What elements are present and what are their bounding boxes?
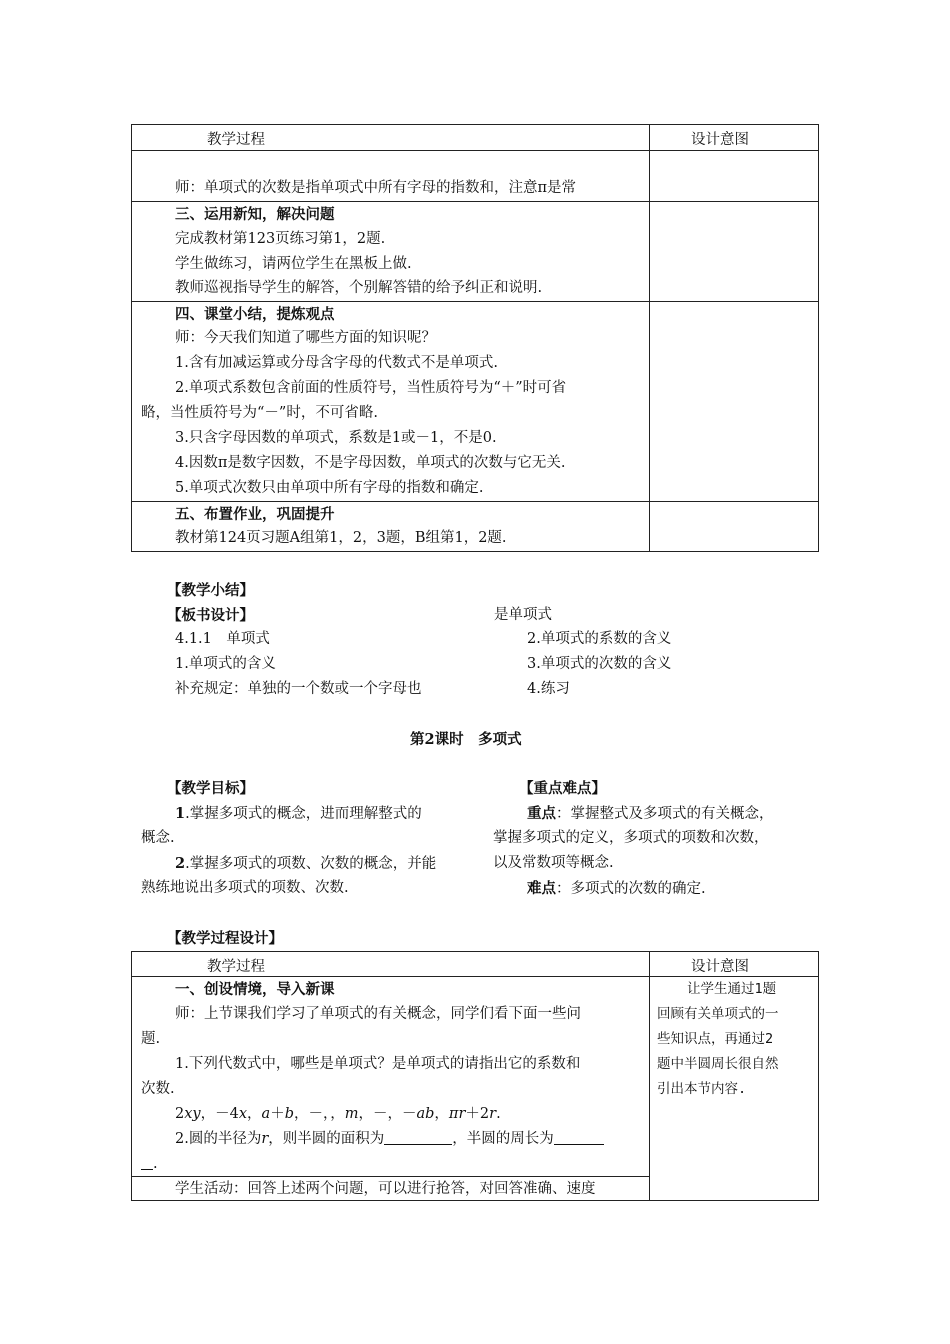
table2-line: 1.下列代数式中，哪些是单项式？是单项式的请指出它的系数和 <box>175 1056 581 1072</box>
table1-row4-title: 五、布置作业，巩固提升 <box>175 506 335 523</box>
objective-1-text: .掌握多项式的概念，进而理解整式的 <box>185 806 422 822</box>
objective-1-line-b: 概念. <box>141 830 175 846</box>
circle-question: 2.圆的半径为r，则半圆的面积为 ，半圆的周长为 <box>175 1127 604 1152</box>
lesson2-title: 第2课时 多项式 <box>410 731 522 748</box>
board-design-heading: 【板书设计】 <box>167 607 254 624</box>
difficulty-label: 难点 <box>527 880 556 897</box>
table2-line: 题. <box>141 1031 161 1047</box>
objective-1-line-a <box>175 801 422 827</box>
board-left-line: 4.1.1 单项式 <box>175 631 270 647</box>
perimeter-blank-part1[interactable] <box>554 1130 604 1145</box>
board-left-line: 1.单项式的含义 <box>175 656 276 672</box>
key-point-label: 重点 <box>527 805 556 822</box>
table1-column-divider <box>649 124 650 552</box>
intent-line: 些知识点，再通过2 <box>657 1031 774 1047</box>
key-point-line-b: 掌握多项式的定义，多项式的项数和次数， <box>493 830 769 846</box>
table1-row2-title: 三、运用新知，解决问题 <box>175 206 335 223</box>
key-point-text: ：掌握整式及多项式的有关概念， <box>556 806 774 822</box>
table2-line: 次数. <box>141 1081 175 1097</box>
table1-row1-text: 师：单项式的次数是指单项式中所有字母的指数和，注意π是常 <box>175 180 577 196</box>
table1-row3-line: 3.只含字母因数的单项式，系数是1或－1，不是0. <box>175 430 497 446</box>
objective-2-text: .掌握多项式的项数、次数的概念，并能 <box>185 856 437 872</box>
algebraic-expressions: 2xy，－4x，a＋b，－，，m，－，－ab，πr＋2r. <box>175 1106 501 1122</box>
difficulty-line <box>527 876 706 902</box>
intent-line: 引出本节内容. <box>657 1081 747 1097</box>
objective-2-line-b: 熟练地说出多项式的项数、次数. <box>141 880 349 896</box>
table1-row2-line: 完成教材第123页练习第1，2题. <box>175 231 386 247</box>
perimeter-blank-part2[interactable] <box>141 1155 153 1170</box>
table2-header-intent: 设计意图 <box>691 959 749 975</box>
process-design-heading: 【教学过程设计】 <box>167 930 283 947</box>
table2-line: 师：上节课我们学习了单项式的有关概念，同学们看下面一些问 <box>175 1006 581 1022</box>
area-blank[interactable] <box>384 1130 452 1145</box>
table1-row3-line: 2.单项式系数包含前面的性质符号，当性质符号为“＋”时可省 <box>175 380 567 396</box>
table1-row3-title: 四、课堂小结，提炼观点 <box>175 306 335 323</box>
table2-section-title: 一、创设情境，导入新课 <box>175 981 335 998</box>
objectives-heading: 【教学目标】 <box>167 780 254 797</box>
key-point-line-c: 以及常数项等概念. <box>493 855 614 871</box>
intent-line: 让学生通过1题 <box>687 981 777 997</box>
table2-header-process: 教学过程 <box>207 959 265 975</box>
table1-row2-line: 学生做练习，请两位学生在黑板上做. <box>175 256 412 272</box>
objective-2-line-a <box>175 851 436 877</box>
key-points-heading: 【重点难点】 <box>519 780 606 797</box>
circle-question-cont: . <box>141 1152 158 1177</box>
objective-2-number: 2 <box>175 855 186 872</box>
board-right-line: 是单项式 <box>494 607 552 623</box>
table1-row3-line: 5.单项式次数只由单项中所有字母的指数和确定. <box>175 480 484 496</box>
table1-header-divider <box>131 150 819 151</box>
table1-header-process: 教学过程 <box>207 132 265 148</box>
table1-row3-line: 4.因数π是数字因数，不是字母因数，单项式的次数与它无关. <box>175 455 566 471</box>
board-right-line: 4.练习 <box>527 681 570 697</box>
board-right-line: 2.单项式的系数的含义 <box>527 631 672 647</box>
teaching-summary-heading: 【教学小结】 <box>167 582 254 599</box>
student-activity: 学生活动：回答上述两个问题，可以进行抢答，对回答准确、速度 <box>175 1181 596 1197</box>
difficulty-text: ：多项式的次数的确定. <box>556 881 706 897</box>
intent-line: 题中半圆周长很自然 <box>657 1056 779 1072</box>
objective-1-number: 1 <box>175 805 186 822</box>
board-right-line: 3.单项式的次数的含义 <box>527 656 672 672</box>
table1-row3-line: 师：今天我们知道了哪些方面的知识呢？ <box>175 330 436 346</box>
table1-header-intent: 设计意图 <box>691 132 749 148</box>
intent-line: 回顾有关单项式的一 <box>657 1006 779 1022</box>
table1-row4-line: 教材第124页习题A组第1，2，3题，B组第1，2题. <box>175 530 507 546</box>
table1-row2-line: 教师巡视指导学生的解答，个别解答错的给予纠正和说明. <box>175 280 543 296</box>
table2-column-divider <box>649 951 650 1201</box>
table1-row3-line: 1.含有加减运算或分母含字母的代数式不是单项式. <box>175 355 498 371</box>
key-point-line-a <box>527 801 774 827</box>
board-left-line: 补充规定：单独的一个数或一个字母也 <box>175 681 422 697</box>
table1-row3-line: 略，当性质符号为“－”时，不可省略. <box>141 405 378 421</box>
